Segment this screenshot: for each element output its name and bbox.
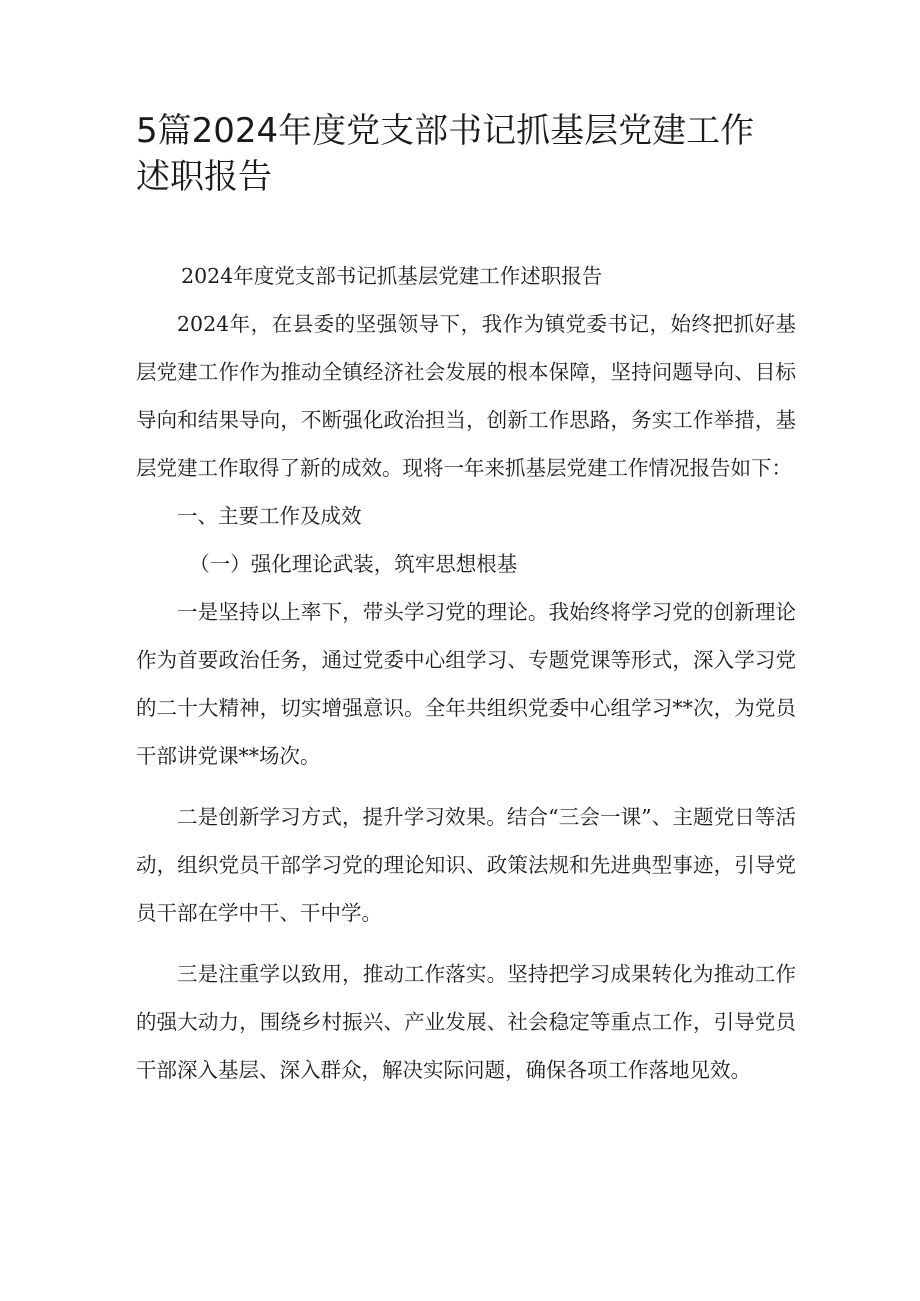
document-body xyxy=(136,252,796,1094)
subsection-heading: （一）强化理论武装，筑牢思想根基 xyxy=(189,552,518,576)
section-heading: 一、主要工作及成效 xyxy=(177,504,362,528)
report-subtitle: 2024年度党支部书记抓基层党建工作述职报告 xyxy=(181,264,603,288)
intro-paragraph: 2024年，在县委的坚强领导下，我作为镇党委书记，始终把抓好基层党建工作作为推动全镇经济社会发展的根本保障，坚持问题导向、目标导向和结果导向，不断强化政治担当，创新工作思路，务实工作举措，基层党建工作取得了新的成效。现将一年来抓基层党建工作情况报告如下： xyxy=(136,312,796,480)
document-title: 5篇2024年度党支部书记抓基层党建工作述职报告 xyxy=(136,111,755,197)
body-paragraph-1: 一是坚持以上率下，带头学习党的理论。我始终将学习党的创新理论作为首要政治任务，通过党委中心组学习、专题党课等形式，深入学习党的二十大精神，切实增强意识。全年共组织党委中心组学习**次，为党员干部讲党课**场次。 xyxy=(136,600,796,768)
body-paragraph-2: 二是创新学习方式，提升学习效果。结合“三会一课”、主题党日等活动，组织党员干部学习党的理论知识、政策法规和先进典型事迹，引导党员干部在学中干、干中学。 xyxy=(136,805,796,925)
body-paragraph-3: 三是注重学以致用，推动工作落实。坚持把学习成果转化为推动工作的强大动力，围绕乡村振兴、产业发展、社会稳定等重点工作，引导党员干部深入基层、深入群众，解决实际问题，确保各项工作落地见效。 xyxy=(136,962,796,1082)
